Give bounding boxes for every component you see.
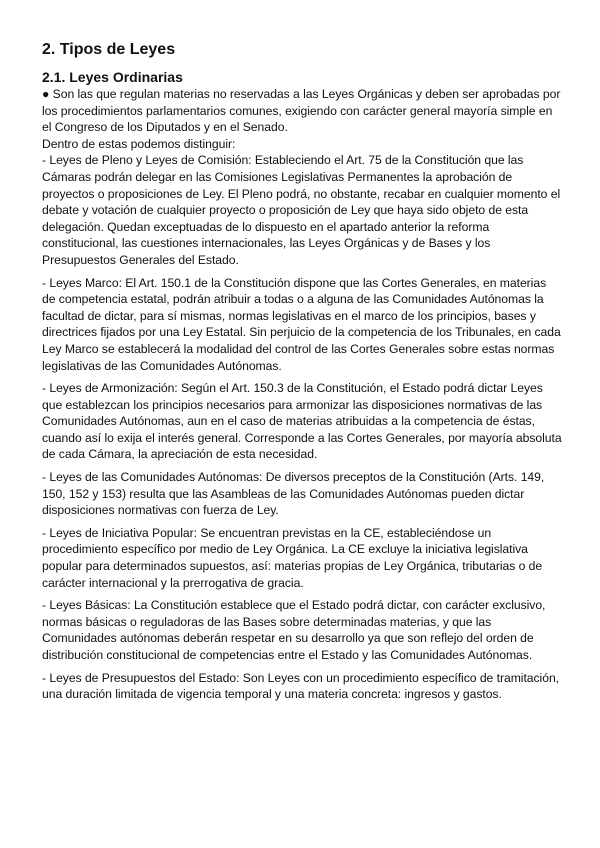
paragraph-distinguish: Dentro de estas podemos distinguir: [42,136,236,151]
paragraph-leyes-pleno: - Leyes de Pleno y Leyes de Comisión: Estableciendo el Art. 75 de la Constitución que las Cámaras podrán delegar en las Comisiones Legislativas Permanentes la aprobación de proyectos o proposiciones de Ley. El Pleno podrá, no obstante, recabar en cualquier momento el debate y votación de cualquier proyecto o proposición de Ley que haya sido objeto de esta delegación. Quedan exceptuadas de lo dispuesto en el apartado anterior la reforma constitucional, las cuestiones internacionales, las Leyes Orgánicas y de Bases y los Presupuestos Generales del Estado. [42,153,561,267]
paragraph-leyes-marco: - Leyes Marco: El Art. 150.1 de la Constitución dispone que las Cortes Generales, en materias de competencia estatal, podrán atribuir a todas o a alguna de las Comunidades Autónomas la facultad de dictar, para sí mismas, normas legislativas en el marco de los principios, bases y directrices fijados por una Ley Estatal. Sin perjuicio de la competencia de los Tribunales, en cada Ley Marco se establecerá la modalidad del control de las Cortes Generales sobre estas normas legislativas de las Comunidades Autónomas. [42,275,561,373]
document-page [42,40,562,703]
paragraph-intro: ● Son las que regulan materias no reservadas a las Leyes Orgánicas y deben ser aprobadas por los procedimientos parlamentarios comunes, exigiendo con carácter general mayoría simple en el Congreso de los Diputados y en el Senado. [42,87,561,135]
paragraph-leyes-basicas: - Leyes Básicas: La Constitución establece que el Estado podrá dictar, con carácter exclusivo, normas básicas o reguladoras de las Bases sobre determinadas materias, y que las Comunidades autónomas deberán respetar en su desarrollo ya que son reflejo del orden de distribución constitucional de competencias entre el Estado y las Comunidades Autónomas. [42,598,546,662]
paragraph-leyes-comunidades: - Leyes de las Comunidades Autónomas: De diversos preceptos de la Constitución (Arts. 149, 150, 152 y 153) resulta que las Asambleas de las Comunidades Autónomas pueden dictar disposiciones normativas con fuerza de Ley. [42,470,545,518]
section-heading: 2. Tipos de Leyes [42,41,176,58]
subsection-heading: 2.1. Leyes Ordinarias [42,69,183,85]
paragraph-leyes-presupuestos: - Leyes de Presupuestos del Estado: Son Leyes con un procedimiento específico de tramitación, una duración limitada de vigencia temporal y una materia concreta: ingresos y gastos. [42,670,560,702]
paragraph-leyes-armonizacion: - Leyes de Armonización: Según el Art. 150.3 de la Constitución, el Estado podrá dictar Leyes que establezcan los principios necesarios para armonizar las disposiciones normativas de las Comunidades Autónomas, aun en el caso de materias atribuidas a la competencia de éstas, cuando así lo exija el interés general. Corresponde a las Cortes Generales, por mayoría absoluta de cada Cámara, la apreciación de esta necesidad. [42,381,562,462]
paragraph-leyes-iniciativa: - Leyes de Iniciativa Popular: Se encuentran previstas en la CE, estableciéndose un procedimiento específico por medio de Ley Orgánica. La CE excluye la iniciativa legislativa popular para determinados supuestos, así: materias propias de Ley Orgánica, tributarias o de carácter internacional y la prerrogativa de gracia. [42,525,543,590]
